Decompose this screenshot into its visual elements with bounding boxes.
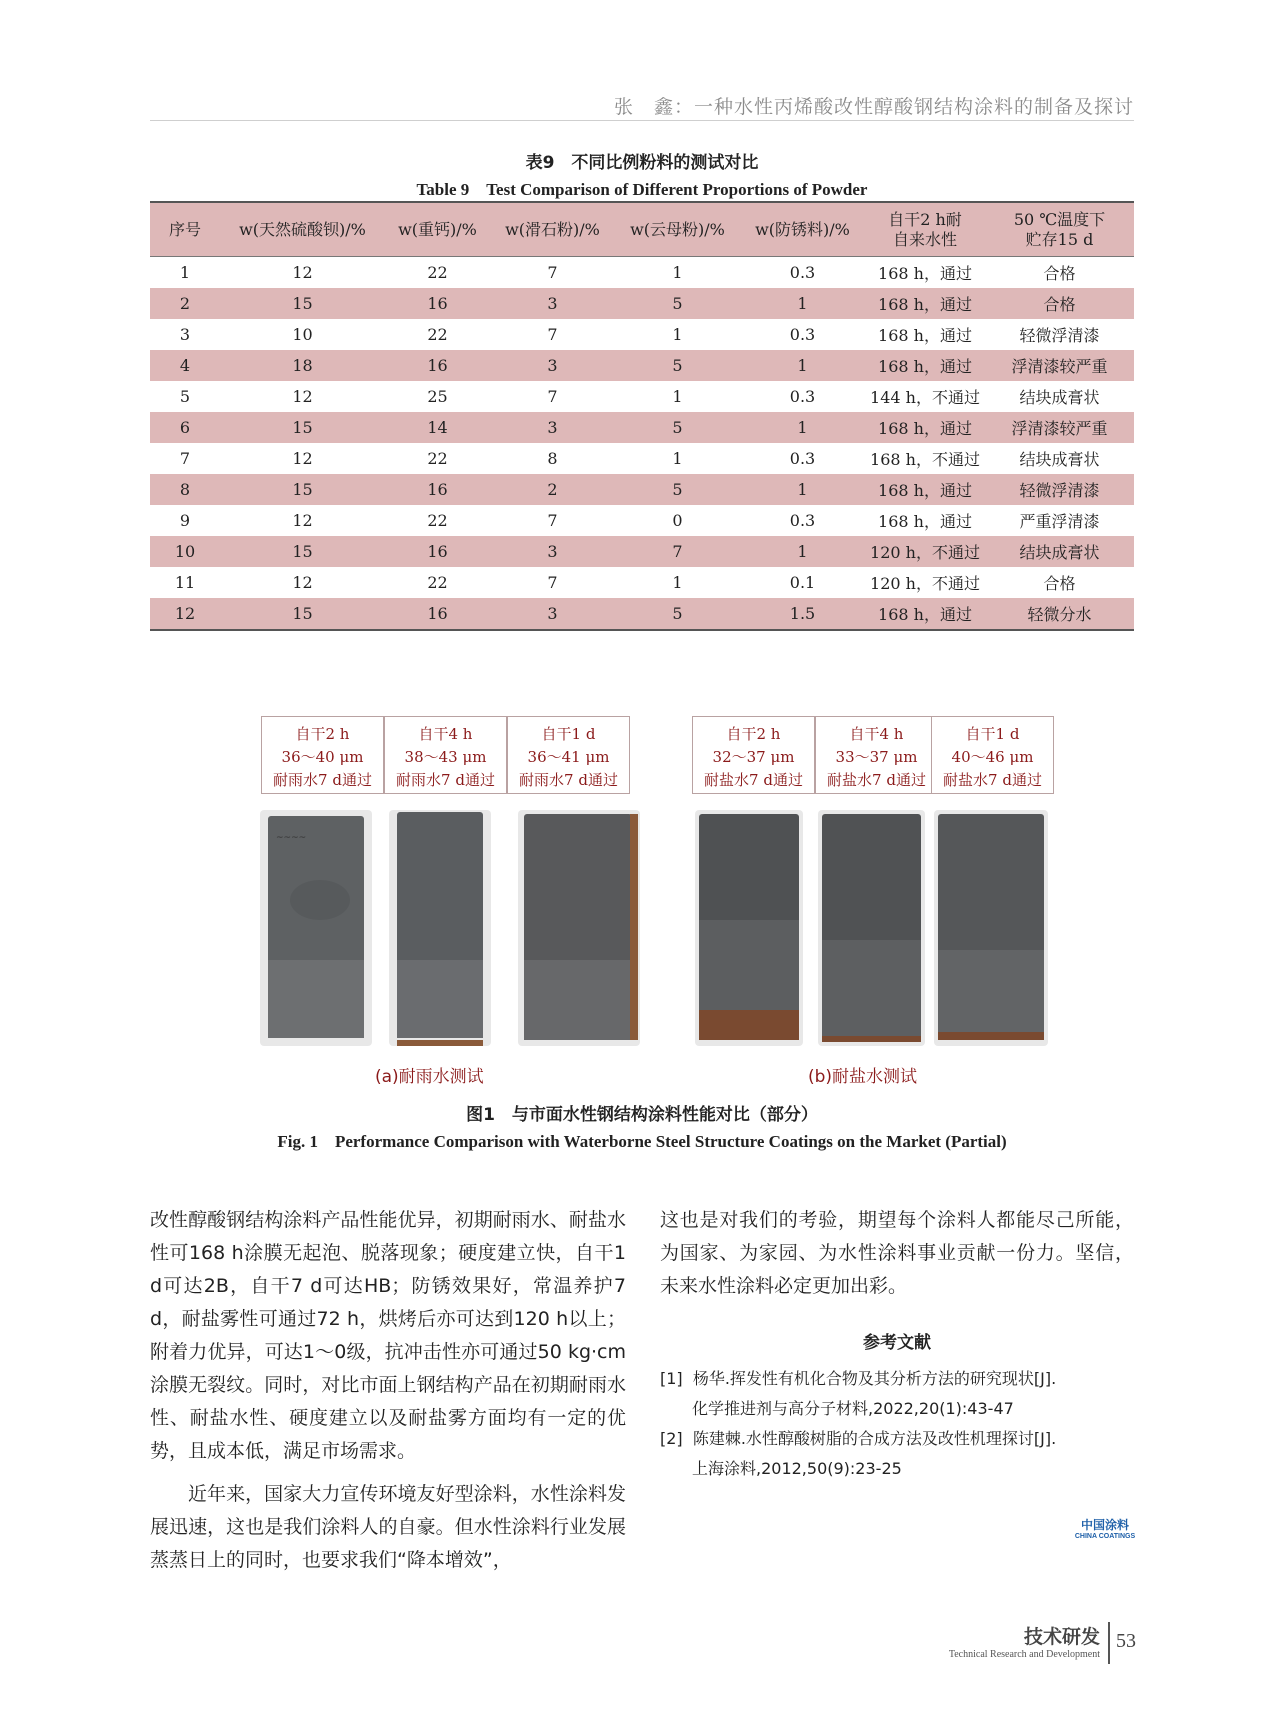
table-cell: 1 [179,263,191,282]
table-cell: 22 [427,511,448,530]
table-cell: 浮清漆较严重 [985,350,1134,381]
table-cell: 7 [547,387,558,406]
table-row [150,505,1134,536]
header-rule [150,120,1134,121]
table-header-cell: w(重钙)/% [385,202,490,257]
table-cell: 3 [490,598,615,630]
table-row [150,598,1134,630]
table-header-cell: w(滑石粉)/% [490,202,615,257]
table-cell: 7 [615,536,740,567]
table-cell: 16 [385,474,490,505]
table-cell: 2 [490,474,615,505]
table-cell: 严重浮清漆 [1019,512,1100,531]
table-cell: 0.3 [789,511,816,530]
references-title: 参考文献 [863,1333,931,1353]
figure-label-b1: 自干2 h 32～37 μm 耐盐水7 d通过 [692,716,815,794]
table-cell: 168 h，通过 [878,326,972,345]
table-cell: 0 [672,511,683,530]
table-row [150,381,1134,412]
table-row [150,474,1134,505]
table-cell: 结块成膏状 [985,536,1134,567]
svg-text:~~~~: ~~~~ [276,833,307,843]
table-row [150,319,1134,350]
table-cell: 6 [150,412,220,443]
table-cell: 3 [179,325,191,344]
table-cell: 168 h，通过 [865,288,985,319]
table-cell: 15 [220,598,385,630]
table-cell: 15 [220,412,385,443]
table-cell: 10 [150,536,220,567]
table-cell: 25 [427,387,448,406]
table-cell: 1 [740,412,865,443]
figure-label-a1: 自干2 h 36～40 μm 耐雨水7 d通过 [261,716,384,794]
body-right-column [660,1204,1134,1303]
running-head: 张 鑫：一种水性丙烯酸改性醇酸钢结构涂料的制备及探讨 [613,96,1134,118]
table-cell: 1 [740,350,865,381]
table-cell: 0.1 [789,573,816,592]
table-cell: 12 [150,598,220,630]
table-cell: 14 [385,412,490,443]
table-cell: 合格 [1043,264,1076,283]
table-cell: 2 [150,288,220,319]
reference-1: [1] 杨华.挥发性有机化合物及其分析方法的研究现状[J]. 化学推进剂与高分子材料,2022,20(1):43-47 [660,1369,1057,1418]
table-cell: 轻微浮清漆 [1019,326,1100,345]
table-cell: 结块成膏状 [1019,450,1100,469]
figure-label-a2: 自干4 h 38～43 μm 耐雨水7 d通过 [384,716,507,794]
table-cell: 168 h，通过 [865,412,985,443]
figure-label-b2: 自干4 h 33～37 μm 耐盐水7 d通过 [815,716,938,794]
reference-2: [2] 陈建棘.水性醇酸树脂的合成方法及改性机理探讨[J]. 上海涂料,2012,50(9):23-25 [660,1429,1057,1478]
table-cell: 5 [615,350,740,381]
table-cell: 3 [490,288,615,319]
table-cell: 10 [292,325,313,344]
table-header-cell: w(天然硫酸钡)/% [220,202,385,257]
panel-image-b2 [818,810,925,1046]
figure-caption-cn: 图1 与市面水性钢结构涂料性能对比（部分） [466,1105,818,1125]
powder-comparison-table [150,201,1134,631]
table-cell: 合格 [985,288,1134,319]
table-cell: 0.3 [789,387,816,406]
table-cell: 9 [179,511,191,530]
table-cell: 16 [385,598,490,630]
table-row [150,443,1134,474]
table-cell: 5 [615,288,740,319]
table-caption-cn: 表9 不同比例粉料的测试对比 [525,153,759,173]
table-cell: 8 [547,449,558,468]
table-cell: 3 [490,412,615,443]
table-cell: 1.5 [740,598,865,630]
table-row [150,350,1134,381]
table-cell: 5 [615,598,740,630]
table-cell: 0.3 [789,325,816,344]
table-header-cell: 自干2 h耐 自来水性 [865,202,985,257]
figure-label-a3: 自干1 d 36～41 μm 耐雨水7 d通过 [507,716,630,794]
table-cell: 15 [220,474,385,505]
table-cell: 120 h，不通过 [870,574,980,593]
table-cell: 144 h，不通过 [870,388,980,407]
table-cell: 1 [672,387,683,406]
table-cell: 12 [292,573,313,592]
table-cell: 1 [672,263,683,282]
table-cell: 22 [427,263,448,282]
table-cell: 120 h，不通过 [865,536,985,567]
table-cell: 5 [615,412,740,443]
table-cell: 1 [672,573,683,592]
table-cell: 22 [427,573,448,592]
table-cell: 7 [179,449,191,468]
table-cell: 1 [740,288,865,319]
table-cell: 15 [220,536,385,567]
table-cell: 3 [490,350,615,381]
table-cell: 15 [220,288,385,319]
table-row [150,257,1134,289]
figure-label-b3: 自干1 d 40～46 μm 耐盐水7 d通过 [931,716,1054,794]
body-paragraph-2: 近年来，国家大力宣传环境友好型涂料，水性涂料发展迅速，这也是我们涂料人的自豪。但水性涂料行业发展蒸蒸日上的同时，也要求我们“降本增效”， [150,1483,626,1571]
table-cell: 3 [490,536,615,567]
table-header-cell: 序号 [150,202,220,257]
body-left-column [150,1204,626,1577]
table-cell: 合格 [1043,574,1076,593]
panel-image-b1 [695,810,803,1046]
footer-section: 技术研发 Technical Research and Development [948,1626,1100,1660]
table-cell: 1 [740,536,865,567]
table-cell: 7 [547,325,558,344]
table-header-cell: w(云母粉)/% [615,202,740,257]
table-cell: 7 [547,511,558,530]
table-row [150,567,1134,598]
table-cell: 16 [385,350,490,381]
table-cell: 168 h，通过 [878,264,972,283]
table-cell: 18 [220,350,385,381]
panel-image-b3 [934,810,1048,1046]
table-cell: 结块成膏状 [1019,388,1100,407]
table-cell: 1 [672,325,683,344]
table-cell: 1 [740,474,865,505]
table-header-cell: w(防锈料)/% [740,202,865,257]
body-paragraph-1: 改性醇酸钢结构涂料产品性能优异，初期耐雨水、耐盐水性可168 h涂膜无起泡、脱落现象；硬度建立快，自干1 d可达2B，自干7 d可达HB；防锈效果好，常温养护7 d，耐盐雾性可通过72 h，烘烤后亦可达到120 h以上；附着力优异，可达1～0级，抗冲击性亦可通过50 kg·cm涂膜无裂纹。同时，对比市面上钢结构产品在初期耐雨水性、耐盐水性、硬度建立以及耐盐雾方面均有一定的优势，且成本低，满足市场需求。 [150,1209,626,1462]
table-cell: 12 [292,387,313,406]
body-paragraph-3: 这也是对我们的考验，期望每个涂料人都能尽己所能，为国家、为家园、为水性涂料事业贡献一份力。坚信，未来水性涂料必定更加出彩。 [660,1209,1134,1297]
table-cell: 11 [174,573,196,592]
table-cell: 4 [150,350,220,381]
footer-divider [1108,1622,1110,1664]
figure-caption-en: Fig. 1 Performance Comparison with Waterborne Steel Structure Coatings on the Market (Partial) [277,1132,1007,1151]
table-cell: 浮清漆较严重 [985,412,1134,443]
table-cell: 12 [292,449,313,468]
table-cell: 8 [150,474,220,505]
table-cell: 168 h，不通过 [870,450,980,469]
table-cell: 5 [179,387,191,406]
references-list [660,1364,1134,1484]
table-caption-en: Table 9 Test Comparison of Different Proportions of Powder [416,180,868,199]
china-coatings-logo: 中国涂料 CHINA COATINGS [1074,1518,1136,1540]
table-cell: 12 [292,511,313,530]
table-cell: 16 [385,536,490,567]
panel-image-a1 [260,810,372,1046]
table-cell: 轻微分水 [985,598,1134,630]
table-cell: 168 h，通过 [865,474,985,505]
table-cell: 22 [427,325,448,344]
figure-subcaption-a: (a)耐雨水测试 [375,1067,484,1087]
table-cell: 7 [547,263,558,282]
page-number: 53 [1116,1630,1136,1652]
figure-subcaption-b: (b)耐盐水测试 [808,1067,918,1087]
table-cell: 168 h，通过 [865,598,985,630]
table-cell: 1 [672,449,683,468]
table-cell: 16 [385,288,490,319]
table-cell: 轻微浮清漆 [985,474,1134,505]
table-cell: 22 [427,449,448,468]
table-cell: 5 [615,474,740,505]
table-cell: 0.3 [789,263,816,282]
table-row [150,536,1134,567]
table-cell: 168 h，通过 [865,350,985,381]
table-row [150,412,1134,443]
table-header-cell: 50 ℃温度下 贮存15 d [985,202,1134,257]
table-cell: 168 h，通过 [878,512,972,531]
panel-image-a2 [389,810,491,1046]
panel-image-a3 [518,810,640,1046]
table-cell: 12 [292,263,313,282]
table-cell: 0.3 [789,449,816,468]
table-row [150,288,1134,319]
table-cell: 7 [547,573,558,592]
